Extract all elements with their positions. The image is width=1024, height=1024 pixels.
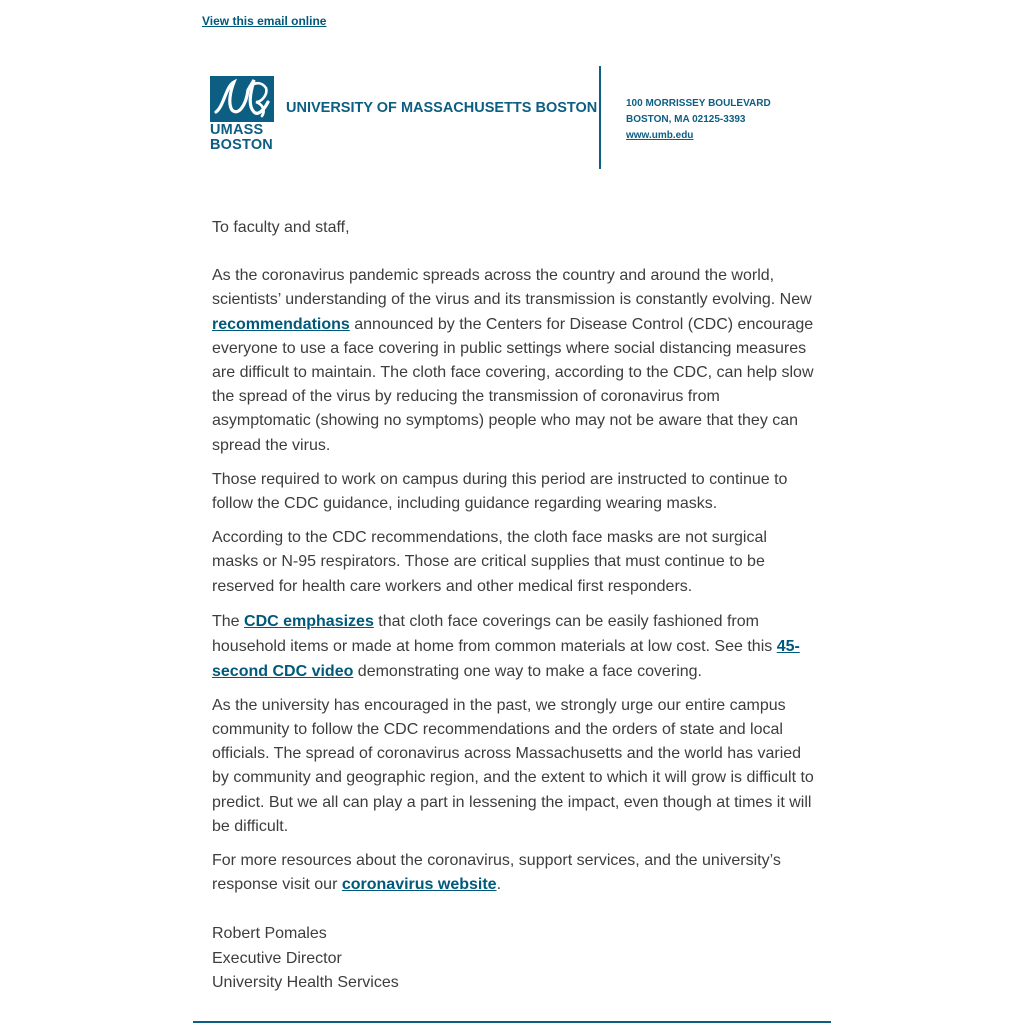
paragraph-text: . <box>496 876 502 894</box>
footer-divider <box>193 1021 831 1023</box>
recommendations-link[interactable]: recommendations <box>212 315 350 333</box>
header-divider <box>599 66 601 169</box>
email-body <box>212 216 816 995</box>
signature-block <box>212 922 816 995</box>
greeting: To faculty and staff, <box>212 219 350 236</box>
paragraph-urge-community: As the university has encouraged in the past, we strongly urge our entire campus community to follow the CDC recommendations and the orders of state and local officials. The spread of coronavirus across Massachusetts and the world has varied by community and geographic region, and the extent to which it will grow is difficult to predict. But we all can play a part in lessening the impact, even though at times it will be difficult. <box>212 696 814 835</box>
paragraph-text: The <box>212 612 245 630</box>
signature-title: Executive Director <box>212 949 342 967</box>
website-link[interactable]: www.umb.edu <box>626 130 694 141</box>
paragraph-text: As the coronavirus pandemic spreads across the country and around the world, scientists’ understanding of the virus and its transmission is constantly evolving. New <box>212 267 812 309</box>
coronavirus-website-link[interactable]: coronavirus website <box>341 876 497 894</box>
cdc-emphasizes-link[interactable]: CDC emphasizes <box>244 612 374 630</box>
umass-logo-mark-icon <box>210 76 274 122</box>
cdc-video-link[interactable]: 45-second CDC video <box>212 637 800 680</box>
paragraph-text: For more resources about the coronavirus, support services, and the university’s response visit our <box>212 852 781 894</box>
view-online-link[interactable]: View this email online <box>202 14 327 28</box>
signature-department: University Health Services <box>212 973 399 991</box>
signature-name: Robert Pomales <box>212 925 327 943</box>
logo-text-boston: BOSTON <box>210 137 273 153</box>
paragraph-text: demonstrating one way to make a face covering. <box>353 662 702 680</box>
paragraph-text: that cloth face coverings can be easily fashioned from household items or made at home from common materials at low cost. See this <box>212 612 777 655</box>
paragraph-text: announced by the Centers for Disease Control (CDC) encourage everyone to use a face covering in public settings where social distancing measures are difficult to maintain. The cloth face covering, according to the CDC, can help slow the spread of the virus by reducing the transmission of coronavirus from asymptomatic (showing no symptoms) people who may not be aware that they can spread the virus. <box>212 315 814 454</box>
address-block <box>626 96 771 144</box>
email-header <box>193 66 831 170</box>
umass-boston-logo[interactable] <box>210 76 276 152</box>
paragraph-cdc-recommendations <box>212 264 816 458</box>
paragraph-face-coverings <box>212 609 816 684</box>
logo-text-umass: UMASS <box>210 122 264 138</box>
paragraph-campus-work: Those required to work on campus during this period are instructed to continue to follow the CDC guidance, including guidance regarding wearing masks. <box>212 470 788 513</box>
paragraph-mask-types: According to the CDC recommendations, the cloth face masks are not surgical masks or N-95 respirators. Those are critical supplies that must continue to be reserved for health care workers and other medical first responders. <box>212 529 767 595</box>
university-name: UNIVERSITY OF MASSACHUSETTS BOSTON <box>286 100 598 116</box>
paragraph-resources <box>212 849 816 897</box>
address-street: 100 MORRISSEY BOULEVARD <box>626 98 771 109</box>
address-city: BOSTON, MA 02125-3393 <box>626 114 746 125</box>
